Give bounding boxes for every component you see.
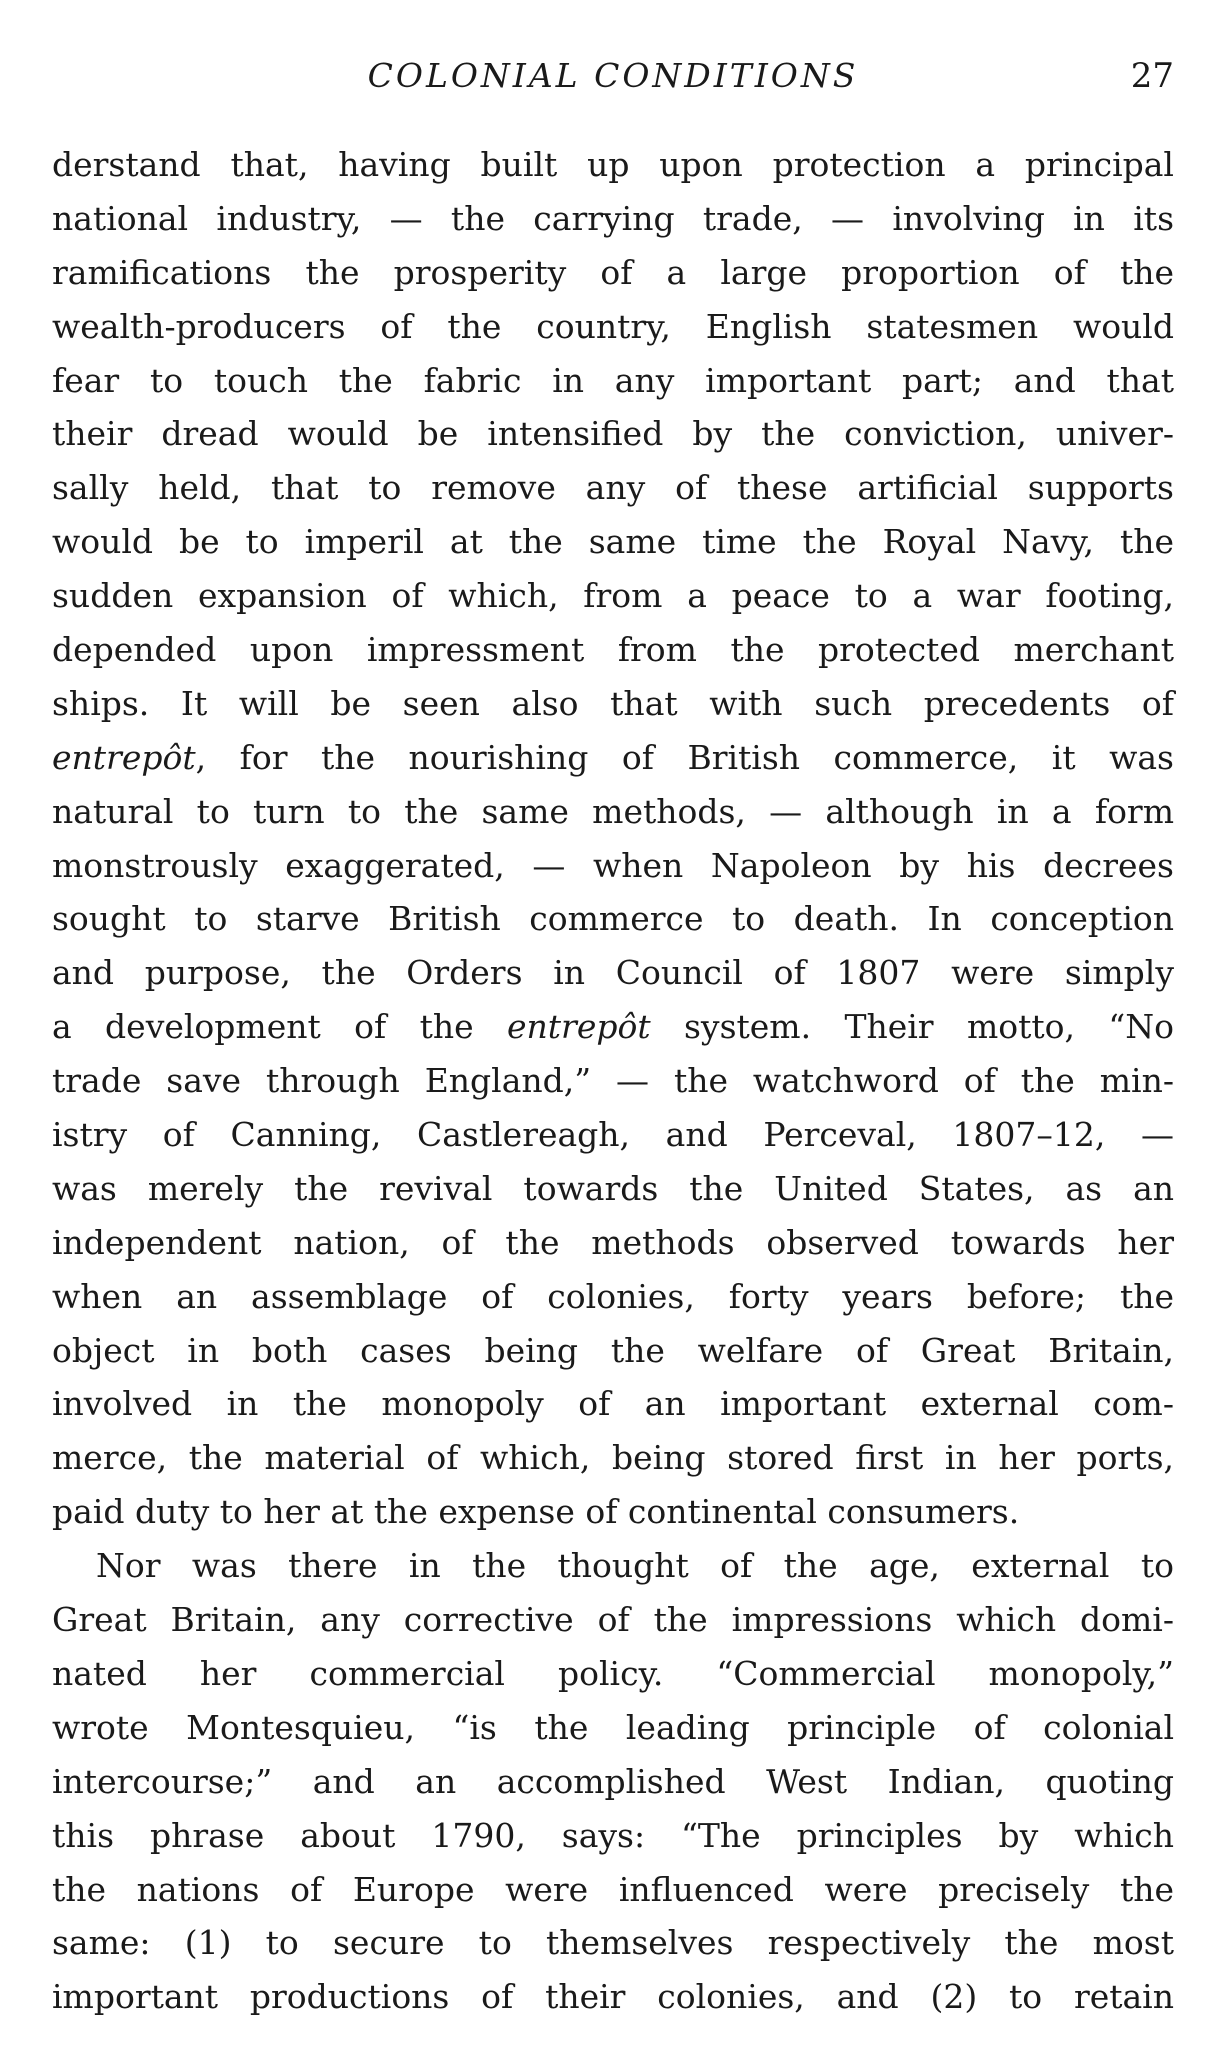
text-line: Nor was there in the thought of the age, external to	[96, 1546, 1174, 1586]
italic-term: entrepôt	[507, 1007, 651, 1047]
text-line: important productions of their colonies, and (2) to retain	[52, 1977, 1174, 2017]
text-line: was merely the revival towards the United States, as an	[52, 1168, 1174, 1208]
text-line: would be to imperil at the same time the Royal Navy, the	[52, 522, 1174, 562]
body-text	[52, 138, 1174, 2024]
text-line: depended upon impressment from the protected merchant	[52, 630, 1174, 670]
text-line: independent nation, of the methods observed towards her	[52, 1222, 1174, 1262]
text-line: Great Britain, any corrective of the impressions which domi-	[52, 1600, 1174, 1640]
text-line: paid duty to her at the expense of continental consumers.	[52, 1492, 1020, 1532]
text-line: monstrously exaggerated, — when Napoleon by his decrees	[52, 845, 1174, 885]
text-line: merce, the material of which, being stored first in her ports,	[52, 1438, 1174, 1478]
text-line: fear to touch the fabric in any important part; and that	[52, 360, 1174, 400]
text-line: a development of the entrepôt system. Their motto, “No	[52, 1007, 1174, 1047]
text-line: trade save through England,” — the watchword of the min-	[52, 1061, 1174, 1101]
page-number: 27	[1130, 56, 1174, 96]
text-line: sudden expansion of which, from a peace to a war footing,	[52, 576, 1174, 616]
text-line: istry of Canning, Castlereagh, and Perceval, 1807–12, —	[52, 1115, 1174, 1155]
text-line: the nations of Europe were influenced were precisely the	[52, 1869, 1174, 1909]
text-line: ships. It will be seen also that with such precedents of	[52, 683, 1174, 723]
text-line: involved in the monopoly of an important external com-	[52, 1384, 1174, 1424]
text-line: same: (1) to secure to themselves respectively the most	[52, 1923, 1174, 1963]
paragraph	[52, 1539, 1174, 2024]
text-line: nated her commercial policy. “Commercial monopoly,”	[52, 1653, 1174, 1693]
paragraph	[52, 138, 1174, 1539]
text-line: derstand that, having built up upon protection a principal	[52, 145, 1174, 184]
text-line: natural to turn to the same methods, — although in a form	[52, 791, 1174, 831]
text-line: their dread would be intensified by the conviction, univer-	[52, 414, 1174, 454]
text-line: sally held, that to remove any of these artificial supports	[52, 468, 1174, 508]
text-line: object in both cases being the welfare of Great Britain,	[52, 1330, 1174, 1370]
running-title: COLONIAL CONDITIONS	[367, 56, 859, 95]
text-line: wrote Montesquieu, “is the leading principle of colonial	[52, 1707, 1174, 1747]
text-line: when an assemblage of colonies, forty years before; the	[52, 1276, 1174, 1316]
text-line: sought to starve British commerce to death. In conception	[52, 899, 1174, 939]
text-line: this phrase about 1790, says: “The principles by which	[52, 1815, 1174, 1855]
text-line: national industry, — the carrying trade, — involving in its	[52, 198, 1174, 238]
text-line: ramifications the prosperity of a large proportion of the	[52, 252, 1174, 292]
text-line: wealth-producers of the country, English statesmen would	[52, 306, 1174, 346]
text-line: and purpose, the Orders in Council of 1807 were simply	[52, 953, 1174, 993]
italic-term: entrepôt	[52, 737, 196, 777]
page-header	[52, 56, 1174, 106]
text-line: intercourse;” and an accomplished West Indian, quoting	[52, 1761, 1174, 1801]
text-line: entrepôt, for the nourishing of British commerce, it was	[52, 737, 1174, 777]
